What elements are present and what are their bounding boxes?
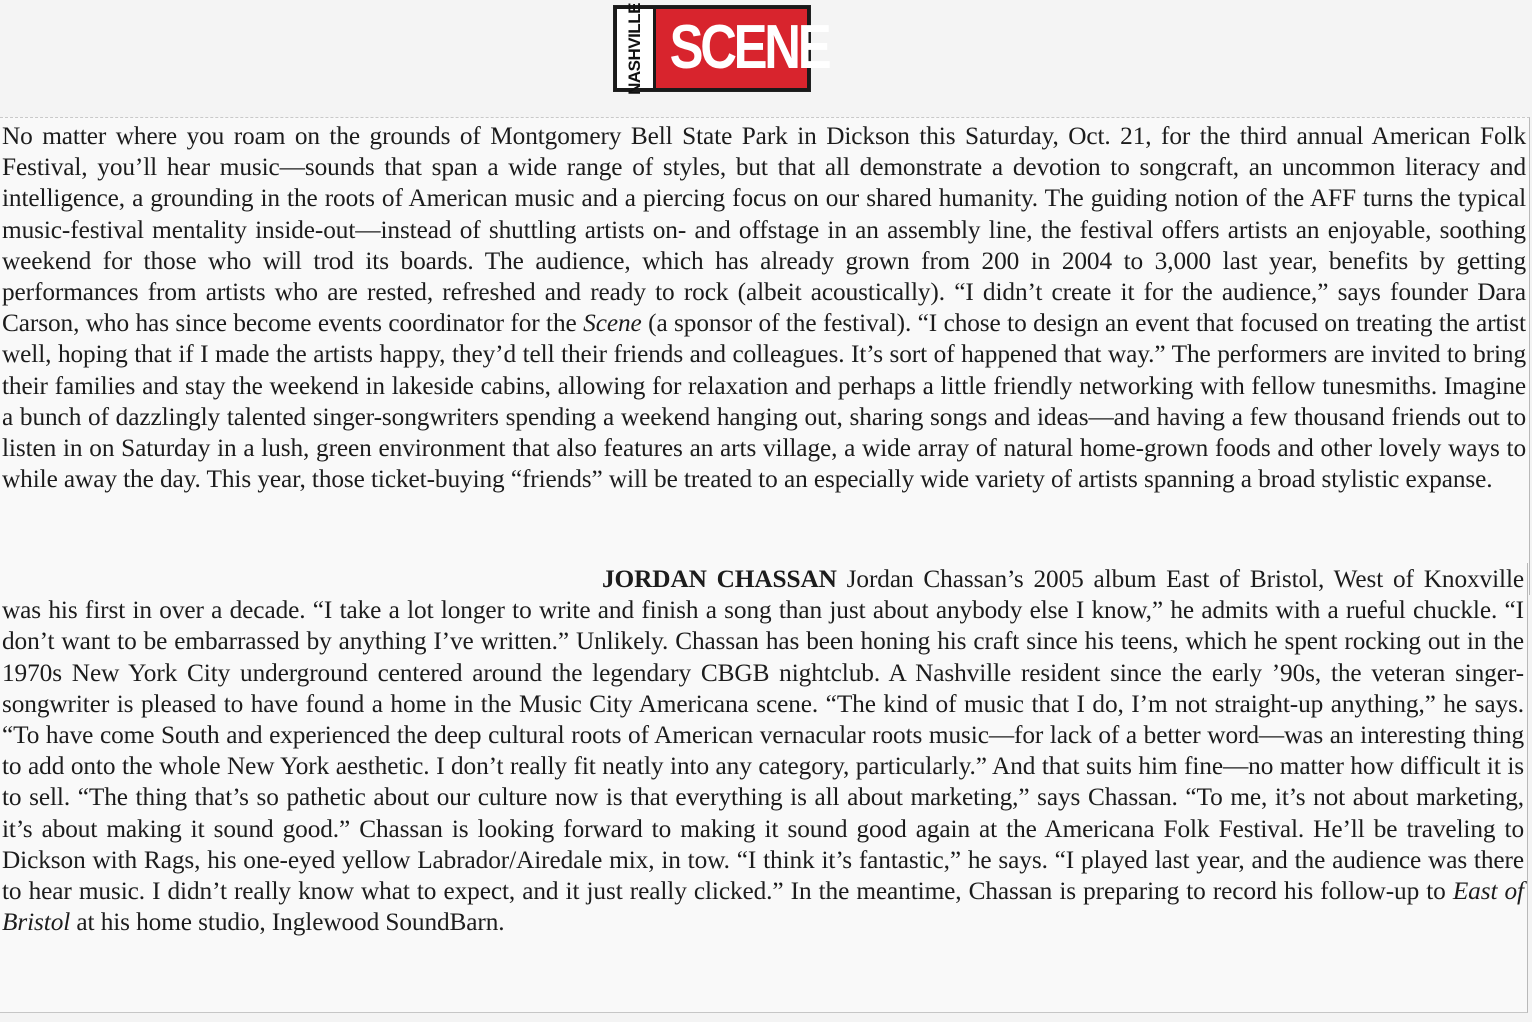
nashville-scene-logo — [613, 2, 829, 95]
para1-text-2: (a sponsor of the festival). “I chose to design an event that focused on treating the artist well, hoping that if I made the artists happy, they’d tell their friends and colleagues. It’s sort of happened that way.” The performers are invited to bring their families and stay the weekend in lakeside cabins, allowing for relaxation and perhaps a little friendly networking with fellow tunesmiths. Imagine a bunch of dazzlingly talented singer-songwriters spending a weekend hanging out, sharing songs and ideas—and having a few thousand friends out to listen in on Saturday in a lush, green environment that also features an arts village, a wide array of natural home-grown foods and other lovely ways to while away the day. This year, those ticket-buying “friends” will be treated to an especially wide variety of artists spanning a broad stylistic expanse. — [2, 309, 1526, 494]
article-paragraph-festival — [2, 121, 1526, 495]
section-heading: JORDAN CHASSAN — [602, 565, 837, 593]
article-paragraph-chassan — [2, 564, 1524, 938]
para2-text-2: at his home studio, Inglewood SoundBarn. — [70, 908, 505, 937]
para2-italic-album: East of Bristol — [2, 877, 1524, 937]
logo-nashville-block — [617, 2, 653, 95]
logo-scene-text: SCENE — [669, 13, 829, 82]
para1-italic-scene: Scene — [583, 309, 642, 338]
logo-nashville-text: NASHVILLE — [625, 2, 644, 95]
para2-text-1: Jordan Chassan’s 2005 album East of Bristol, West of Knoxville was his first in over a decade. “I take a lot longer to write and finish a song than just about anybody else I know,” he admits with a rueful chuckle. “I don’t want to be embarrassed by anything I’ve written.” Unlikely. Chassan has been honing his craft since his teens, which he spent rocking out in the 1970s New York City underground centered around the legendary CBGB nightclub. A Nashville resident since the early ’90s, the veteran singer-songwriter is pleased to have found a home in the Music City Americana scene. “The kind of music that I do, I’m not straight-up anything,” he says. “To have come South and experienced the deep cultural roots of American vernacular roots music—for lack of a better word—was an interesting thing to add onto the whole New York aesthetic. I don’t really fit neatly into any category, particularly.” And that suits him fine—no matter how difficult it is to sell. “The thing that’s so pathetic about our culture now is that everything is all about marketing,” says Chassan. “To me, it’s not about marketing, it’s about making it sound good.” Chassan is looking forward to making it sound good again at the Americana Folk Festival. He’ll be traveling to Dickson with Rags, his one-eyed yellow Labrador/Airedale mix, in tow. “I think it’s fantastic,” he says. “I played last year, and the audience was there to hear music. I didn’t really know what to expect, and it just really clicked.” In the meantime, Chassan is preparing to record his follow-up to — [2, 565, 1524, 906]
logo-scene-block — [656, 9, 829, 88]
para1-text-1: No matter where you roam on the grounds of Montgomery Bell State Park in Dickson this Saturday, Oct. 21, for the third annual American Folk Festival, you’ll hear music—sounds that span a wide range of styles, but that all demonstrate a devotion to songcraft, an uncommon literacy and intelligence, a grounding in the roots of American music and a piercing focus on our shared humanity. The guiding notion of the AFF turns the typical music-festival mentality inside-out—instead of shuttling artists on- and offstage in an assembly line, the festival offers artists an enjoyable, soothing weekend for those who will trod its boards. The audience, which has already grown from 200 in 2004 to 3,000 last year, benefits by getting performances from artists who are rested, refreshed and ready to rock (albeit acoustically). “I didn’t create it for the audience,” says founder Dara Carson, who has since become events coordinator for the — [2, 122, 1526, 338]
